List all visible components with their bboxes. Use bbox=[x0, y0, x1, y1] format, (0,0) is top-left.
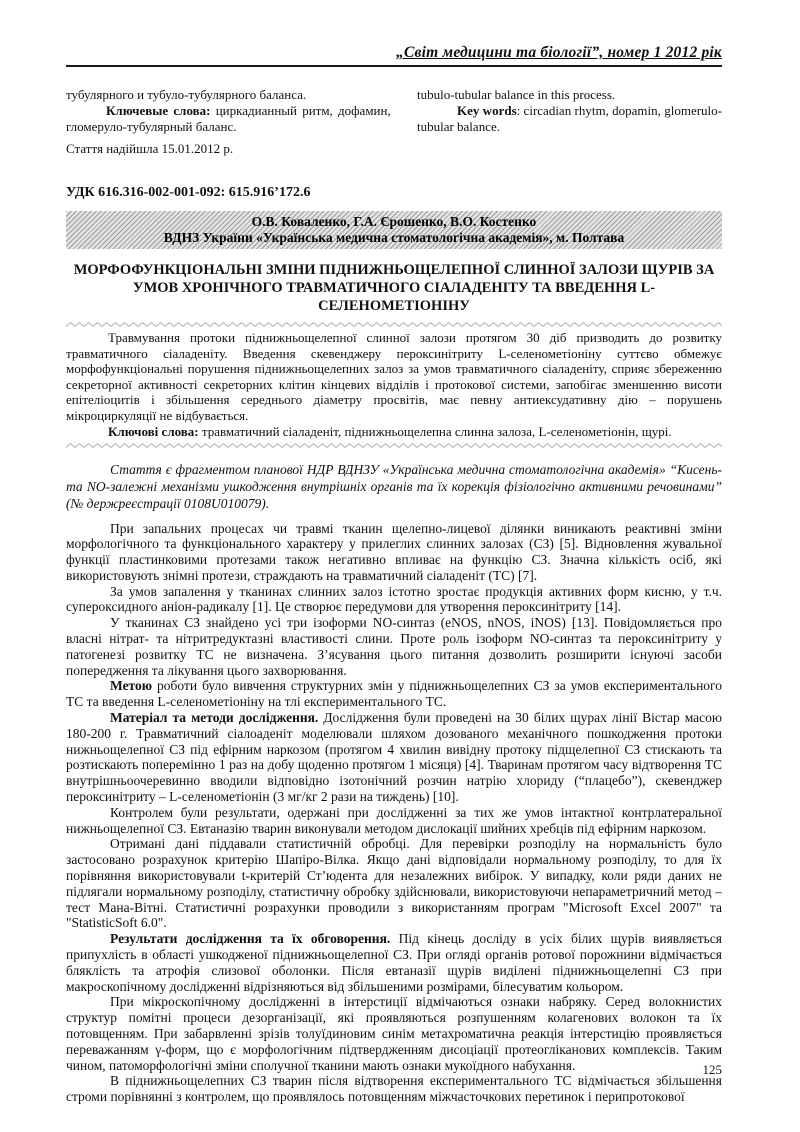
paragraph-text: Під кінець досліду в усіх білих щурів виявляється припухлість в області ушкодженої піднижньощелепної СЗ. При огляді органів ротової порожнини відмічається бляклість та атрофія слизової оболонки. Після евтаназії щурів виділені піднижньощелепні СЗ при макроскопічному дослідженні відрізняються від збільшеними розмірами, білесуватим кольором. bbox=[66, 931, 722, 994]
abstract-keywords bbox=[66, 424, 722, 442]
body-paragraph bbox=[66, 521, 722, 584]
zigzag-border-top bbox=[66, 321, 722, 328]
paragraph-text: Дослідження були проведені на 30 білих щурах лінії Вістар масою 180-200 г. Травматичний сіалоаденіт моделювали шляхом дозованого механічного пошкодження протоки нижньощелепної СЗ під ефірним наркозом (протягом 4 хвилин вивідну протоку підщелепної СЗ стискають та розтискають поперемінно 1 раз на добу щоденно протягом 1 місяця) [4]. Тваринам протягом часу відтворення ТС внутрішньоочеревинно вводили відповідно ізотонічний розчин натрію хлориду (“плацебо”), скевенджер пероксинітриту – L-селенометіонін (3 мг/кг 2 рази на тиждень) [10]. bbox=[66, 710, 723, 805]
prev-article-column-en bbox=[417, 87, 722, 157]
prev-article-text-en: tubulo-tubular balance in this process. bbox=[416, 87, 616, 102]
prev-article-keywords-en bbox=[417, 103, 722, 135]
body-paragraph bbox=[66, 994, 722, 1073]
header-rule bbox=[66, 65, 722, 67]
body-paragraph bbox=[66, 584, 722, 616]
body-paragraph bbox=[66, 710, 722, 805]
keywords-label-ru: Ключевые слова: bbox=[106, 103, 211, 118]
article-body bbox=[66, 521, 722, 1105]
page-number: 125 bbox=[702, 1062, 722, 1077]
paragraph-text: роботи було вивчення структурних змін у піднижньощелепних СЗ за умов експериментального ТС та введення L-селенометіоніну на тлі експериментального ТС. bbox=[66, 678, 722, 710]
paragraph-text: Отримані дані піддавали статистичній обробці. Для перевірки розподілу на нормальність було застосовано розрахунок критерію Шапіро-Вілка. Якщо дані відповідали нормальному розподілу, то для їх порівняння використовували t-критерій Ст’юдента для незалежних вибірок. У випадку, коли ряди даних не підлягали нормальному розподілу, статистичну обробку здійснювали, використовуючи непараметричний метод – тест Мана-Вітні. Статистичні розрахунки проводили з використанням програм "Microsoft Excel 2007" та "StatisticSoft 6.0". bbox=[66, 836, 722, 931]
zigzag-border-bottom bbox=[66, 442, 722, 449]
authors: О.В. Коваленко, Г.А. Єрошенко, В.О. Костенко bbox=[251, 214, 537, 229]
keywords-value-en: : circadian rhytm, dopamin, glomerulo-tubular balance. bbox=[416, 103, 722, 134]
ndr-note: Стаття є фрагментом планової НДР ВДНЗУ «Українська медична стоматологічна академія» “Кисень- та NO-залежні механізми ушкодження внутрішніх органів та їх корекція фізіологічно активними речовинами” (№ держреєстрації 0108U010079). bbox=[66, 461, 722, 511]
prev-article-text-ru: тубулярного и тубуло-тубулярного баланса. bbox=[66, 87, 307, 102]
body-paragraph bbox=[66, 615, 722, 678]
body-paragraph bbox=[66, 805, 722, 837]
journal-header: „Світ медицини та біології”, номер 1 2012 рік bbox=[396, 44, 722, 61]
paragraph-lead: Результати дослідження та їх обговорення. bbox=[110, 931, 391, 947]
affiliation: ВДНЗ України «Українська медична стоматологічна академія», м. Полтава bbox=[163, 229, 625, 245]
body-paragraph bbox=[66, 678, 722, 710]
keywords-value-ru: циркадианный ритм, дофамин, гломеруло-тубулярный баланс. bbox=[66, 103, 391, 134]
paragraph-text: При мікроскопічному дослідженні в інтерстиції відмічаються ознаки набряку. Серед волокнистих структур помітні процеси дезорганізації, які проявляються розпушенням колагенових волокон та їх потовщенням. При забарвленні зрізів толуїдиновим синім метахроматична реакція інтерстицію проявляється переважанням γ-форм, що є морфологічним підтвердженням дисоціації протеогліканових комплексів. Таким чином, патоморфологічні зміни сполучної тканини мають ознаки мукоїдного набухання. bbox=[66, 994, 722, 1073]
paragraph-text: У тканинах СЗ знайдено усі три ізоформи NO-синтаз (eNOS, nNOS, iNOS) [13]. Повідомляється про власні нітрат- та нітритредуктазні властивості слини. Проте роль ізоформ NO-синтаз та пероксинітриту у патогенезі розвитку ТС не визначена. З’ясування цього питання дозволить розширити існуючі засоби попередження та лікування цього захворювання. bbox=[66, 615, 722, 678]
prev-article-column-ru bbox=[66, 87, 391, 157]
abstract-keywords-value: травматичний сіаладеніт, піднижньощелепна слинна залоза, L-селенометіонін, щурі. bbox=[198, 424, 672, 439]
paragraph-lead: Матеріал та методи дослідження. bbox=[110, 710, 319, 726]
paragraph-text: За умов запалення у тканинах слинних залоз істотно зростає продукція активних форм кисню, у т.ч. супероксидного аніон-радикалу [1]. Це створює передумови для утворення пероксинітриту [14]. bbox=[66, 583, 722, 615]
paragraph-text: Контролем були результати, одержані при дослідженні за тих же умов інтактної контрлатеральної нижньощелепної СЗ. Евтаназію тварин виконували методом дислокації шийних хребців під ефірним наркозом. bbox=[66, 804, 722, 836]
body-paragraph bbox=[66, 931, 722, 994]
body-paragraph bbox=[66, 836, 722, 931]
abstract-block bbox=[66, 321, 722, 449]
prev-article-keywords-ru bbox=[66, 103, 391, 135]
authors-block bbox=[66, 211, 722, 249]
received-date: Стаття надійшла 15.01.2012 р. bbox=[66, 141, 234, 156]
paragraph-lead: Метою bbox=[110, 678, 153, 694]
paragraph-text: В піднижньощелепних СЗ тварин після відтворення експериментального ТС відмічається збільшення строми порівнянні з контролем, що проявлялось потовщенням міжчасточкових перетинок і перипротокової bbox=[66, 1073, 722, 1105]
abstract-keywords-label: Ключові слова: bbox=[108, 424, 199, 439]
body-paragraph bbox=[66, 1073, 722, 1105]
udc-code: УДК 616.316-002-001-092: 615.916’172.6 bbox=[66, 185, 311, 200]
previous-article-tail bbox=[66, 87, 722, 157]
paragraph-text: При запальних процесах чи травмі тканин щелепно-лицевої ділянки виникають реактивні зміни морфологічного та функціонального характеру у прилеглих слинних залозах (СЗ) [5]. Відновлення жувальної функції пластинковими протезами також негативно впливає на функцію СЗ. Значна кількість осіб, які використовують знімні протези, страждають на травматичний сіаладеніт (ТС) [7]. bbox=[66, 520, 722, 583]
keywords-label-en: Key words bbox=[456, 103, 517, 118]
abstract-text: Травмування протоки піднижньощелепної слинної залози протягом 30 діб призводить до розвитку травматичного сіаладеніту. Введення скевенджеру пероксинітриту L-селенометіоніну суттєво обмежує морфофункціональні порушення піднижньощелепних залоз за умов травматичного сіаладеніту, сприяє збереженню секреторної активності секреторних клітин кінцевих відділів і протокової системи, запобігає зменшенню висоти епітеліоцитів і збільшення середнього діаметру просвітів, має певну антиексудативну дію – порушень мікроциркуляції не відбувається. bbox=[66, 330, 722, 423]
article-title: МОРФОФУНКЦІОНАЛЬНІ ЗМІНИ ПІДНИЖНЬОЩЕЛЕПНОЇ СЛИННОЇ ЗАЛОЗИ ЩУРІВ ЗА УМОВ ХРОНІЧНОГО ТРАВМАТИЧНОГО СІАЛАДЕНІТУ ТА ВВЕДЕННЯ L-СЕЛЕНОМЕТІОНІНУ bbox=[73, 262, 715, 314]
